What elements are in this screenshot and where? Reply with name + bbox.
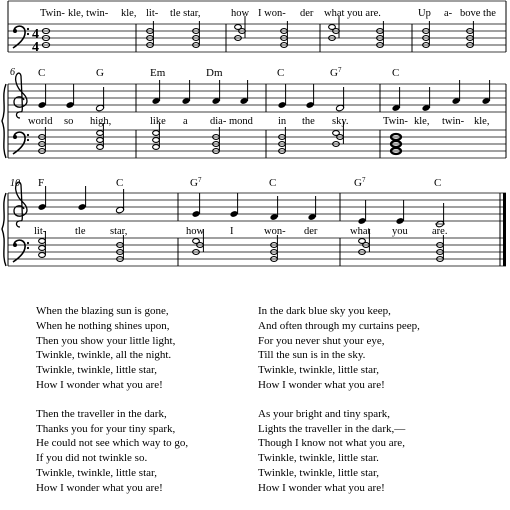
verse-line: Twinkle, twinkle, little star, bbox=[36, 466, 157, 479]
verse-line: If you did not twinkle so. bbox=[36, 452, 148, 465]
verse-line: Twinkle, twinkle, little star, bbox=[36, 364, 157, 377]
lyric-syllable: mond bbox=[229, 116, 253, 127]
lyric-syllable: a bbox=[183, 116, 188, 127]
verse-line: Twinkle, twinkle, little star, bbox=[258, 364, 379, 377]
chord-symbol: $G^7$ bbox=[330, 66, 342, 79]
lyric-syllable: lit- bbox=[146, 8, 159, 19]
lyric-syllable: world bbox=[28, 116, 53, 127]
chord-symbol: C bbox=[116, 177, 124, 189]
lyric-syllable: I bbox=[230, 226, 234, 237]
lyric-syllable: bove the bbox=[460, 8, 496, 19]
chord-symbol: C bbox=[434, 177, 442, 189]
lyric-syllable: how bbox=[231, 8, 250, 19]
lyric-syllable: kle, bbox=[414, 116, 430, 127]
lyric-syllable: star, bbox=[110, 226, 128, 237]
lyric-syllable: kle, twin- bbox=[68, 8, 109, 19]
lyric-syllable: a- bbox=[444, 8, 453, 19]
lyric-syllable: kle, bbox=[121, 8, 137, 19]
verse-line: Lights the traveller in the dark,— bbox=[258, 422, 406, 435]
verse-line: Then you show your little light, bbox=[36, 334, 176, 347]
lyric-syllable: twin- bbox=[442, 116, 465, 127]
verse-line: How I wonder what you are! bbox=[258, 378, 385, 391]
system-3 bbox=[2, 176, 506, 266]
lyric-syllable: dia- bbox=[210, 116, 227, 127]
lyric-syllable: lit- bbox=[34, 226, 47, 237]
lyric-syllable: Twin- bbox=[383, 116, 408, 127]
chord-symbol: $G^7$ bbox=[190, 176, 202, 189]
bass-staff bbox=[8, 24, 506, 52]
bass-chords bbox=[42, 25, 473, 48]
verse-line: Twinkle, twinkle, all the night. bbox=[36, 349, 172, 362]
verse-line: As your bright and tiny spark, bbox=[258, 407, 390, 420]
verse-line: In the dark blue sky you keep, bbox=[258, 305, 391, 317]
chord-symbol: $G^7$ bbox=[354, 176, 366, 189]
lyric-syllable: tle star, bbox=[170, 8, 201, 19]
lyric-syllable: the bbox=[302, 116, 315, 127]
bass-staff bbox=[8, 130, 506, 158]
chord-symbol: C bbox=[392, 67, 400, 79]
lyric-syllable: Twin- bbox=[40, 8, 65, 19]
verse-column-left bbox=[36, 304, 258, 510]
verse-line: When he nothing shines upon, bbox=[36, 319, 170, 332]
chord-symbol: C bbox=[277, 67, 285, 79]
lyric-syllable: what bbox=[350, 226, 371, 237]
chord-symbol: C bbox=[269, 177, 277, 189]
lyric-syllable: are. bbox=[432, 226, 448, 237]
lyric-syllable: like bbox=[150, 116, 166, 127]
stanza bbox=[36, 407, 258, 496]
verse-line: When the blazing sun is gone, bbox=[36, 305, 169, 317]
time-signature-top: 4 bbox=[32, 27, 39, 42]
verse-line: How I wonder what you are! bbox=[36, 378, 163, 391]
verse-line: And often through my curtains peep, bbox=[258, 319, 420, 332]
lyric-syllable: how bbox=[186, 226, 205, 237]
verses bbox=[36, 304, 506, 510]
chord-symbol: Em bbox=[150, 67, 166, 79]
verse-line: He could not see which way to go, bbox=[36, 437, 189, 450]
lyric-syllable: kle, bbox=[474, 116, 490, 127]
lyric-syllable: der bbox=[304, 226, 318, 237]
lyric-syllable: I won- bbox=[258, 8, 286, 19]
lyric-syllable: sky. bbox=[332, 116, 349, 127]
verse-line: Till the sun is in the sky. bbox=[258, 349, 366, 362]
stanza bbox=[258, 304, 480, 393]
lyric-syllable: what you are. bbox=[324, 8, 381, 19]
system-2 bbox=[2, 66, 506, 158]
lyric-syllable: high, bbox=[90, 116, 112, 127]
chord-symbol: F bbox=[38, 177, 45, 189]
measure-number: 6 bbox=[10, 67, 15, 78]
final-barline bbox=[503, 193, 506, 266]
lyric-syllable: you bbox=[392, 226, 408, 237]
bass-chords bbox=[39, 131, 344, 154]
lyric-syllable: Up bbox=[418, 8, 431, 19]
system-brace bbox=[2, 84, 6, 158]
bass-chords bbox=[39, 239, 444, 262]
stanza bbox=[36, 304, 258, 393]
lyric-syllable: der bbox=[300, 8, 314, 19]
verse-line: Though I know not what you are, bbox=[258, 437, 405, 450]
chord-symbol: C bbox=[38, 67, 46, 79]
verse-line: Twinkle, twinkle, little star, bbox=[258, 466, 379, 479]
verse-line: How I wonder what you are! bbox=[36, 481, 163, 494]
verse-line: Then the traveller in the dark, bbox=[36, 407, 167, 420]
verse-line: How I wonder what you are! bbox=[258, 481, 385, 494]
system-brace bbox=[2, 193, 6, 266]
measure-number: 10 bbox=[10, 178, 20, 189]
time-signature-bottom: 4 bbox=[32, 40, 39, 55]
treble-staff bbox=[8, 84, 506, 112]
verse-column-right bbox=[258, 304, 480, 510]
lyric-syllable: in bbox=[278, 116, 287, 127]
lyric-syllable: tle bbox=[75, 226, 86, 237]
chord-symbol: G bbox=[96, 67, 104, 79]
lyric-syllable: so bbox=[64, 116, 74, 127]
chord-symbol: Dm bbox=[206, 67, 223, 79]
treble-clef-icon bbox=[14, 182, 27, 227]
verse-line: Twinkle, twinkle, little star. bbox=[258, 452, 379, 465]
lyric-syllable: won- bbox=[264, 226, 286, 237]
treble-clef-icon bbox=[14, 73, 27, 118]
stanza bbox=[258, 407, 480, 496]
system-1 bbox=[8, 1, 506, 55]
bass-staff bbox=[8, 238, 506, 266]
verse-line: For you never shut your eye, bbox=[258, 334, 385, 347]
melody-notes bbox=[38, 80, 491, 112]
bar-lines bbox=[8, 84, 506, 158]
verse-line: Thanks you for your tiny spark, bbox=[36, 422, 176, 435]
